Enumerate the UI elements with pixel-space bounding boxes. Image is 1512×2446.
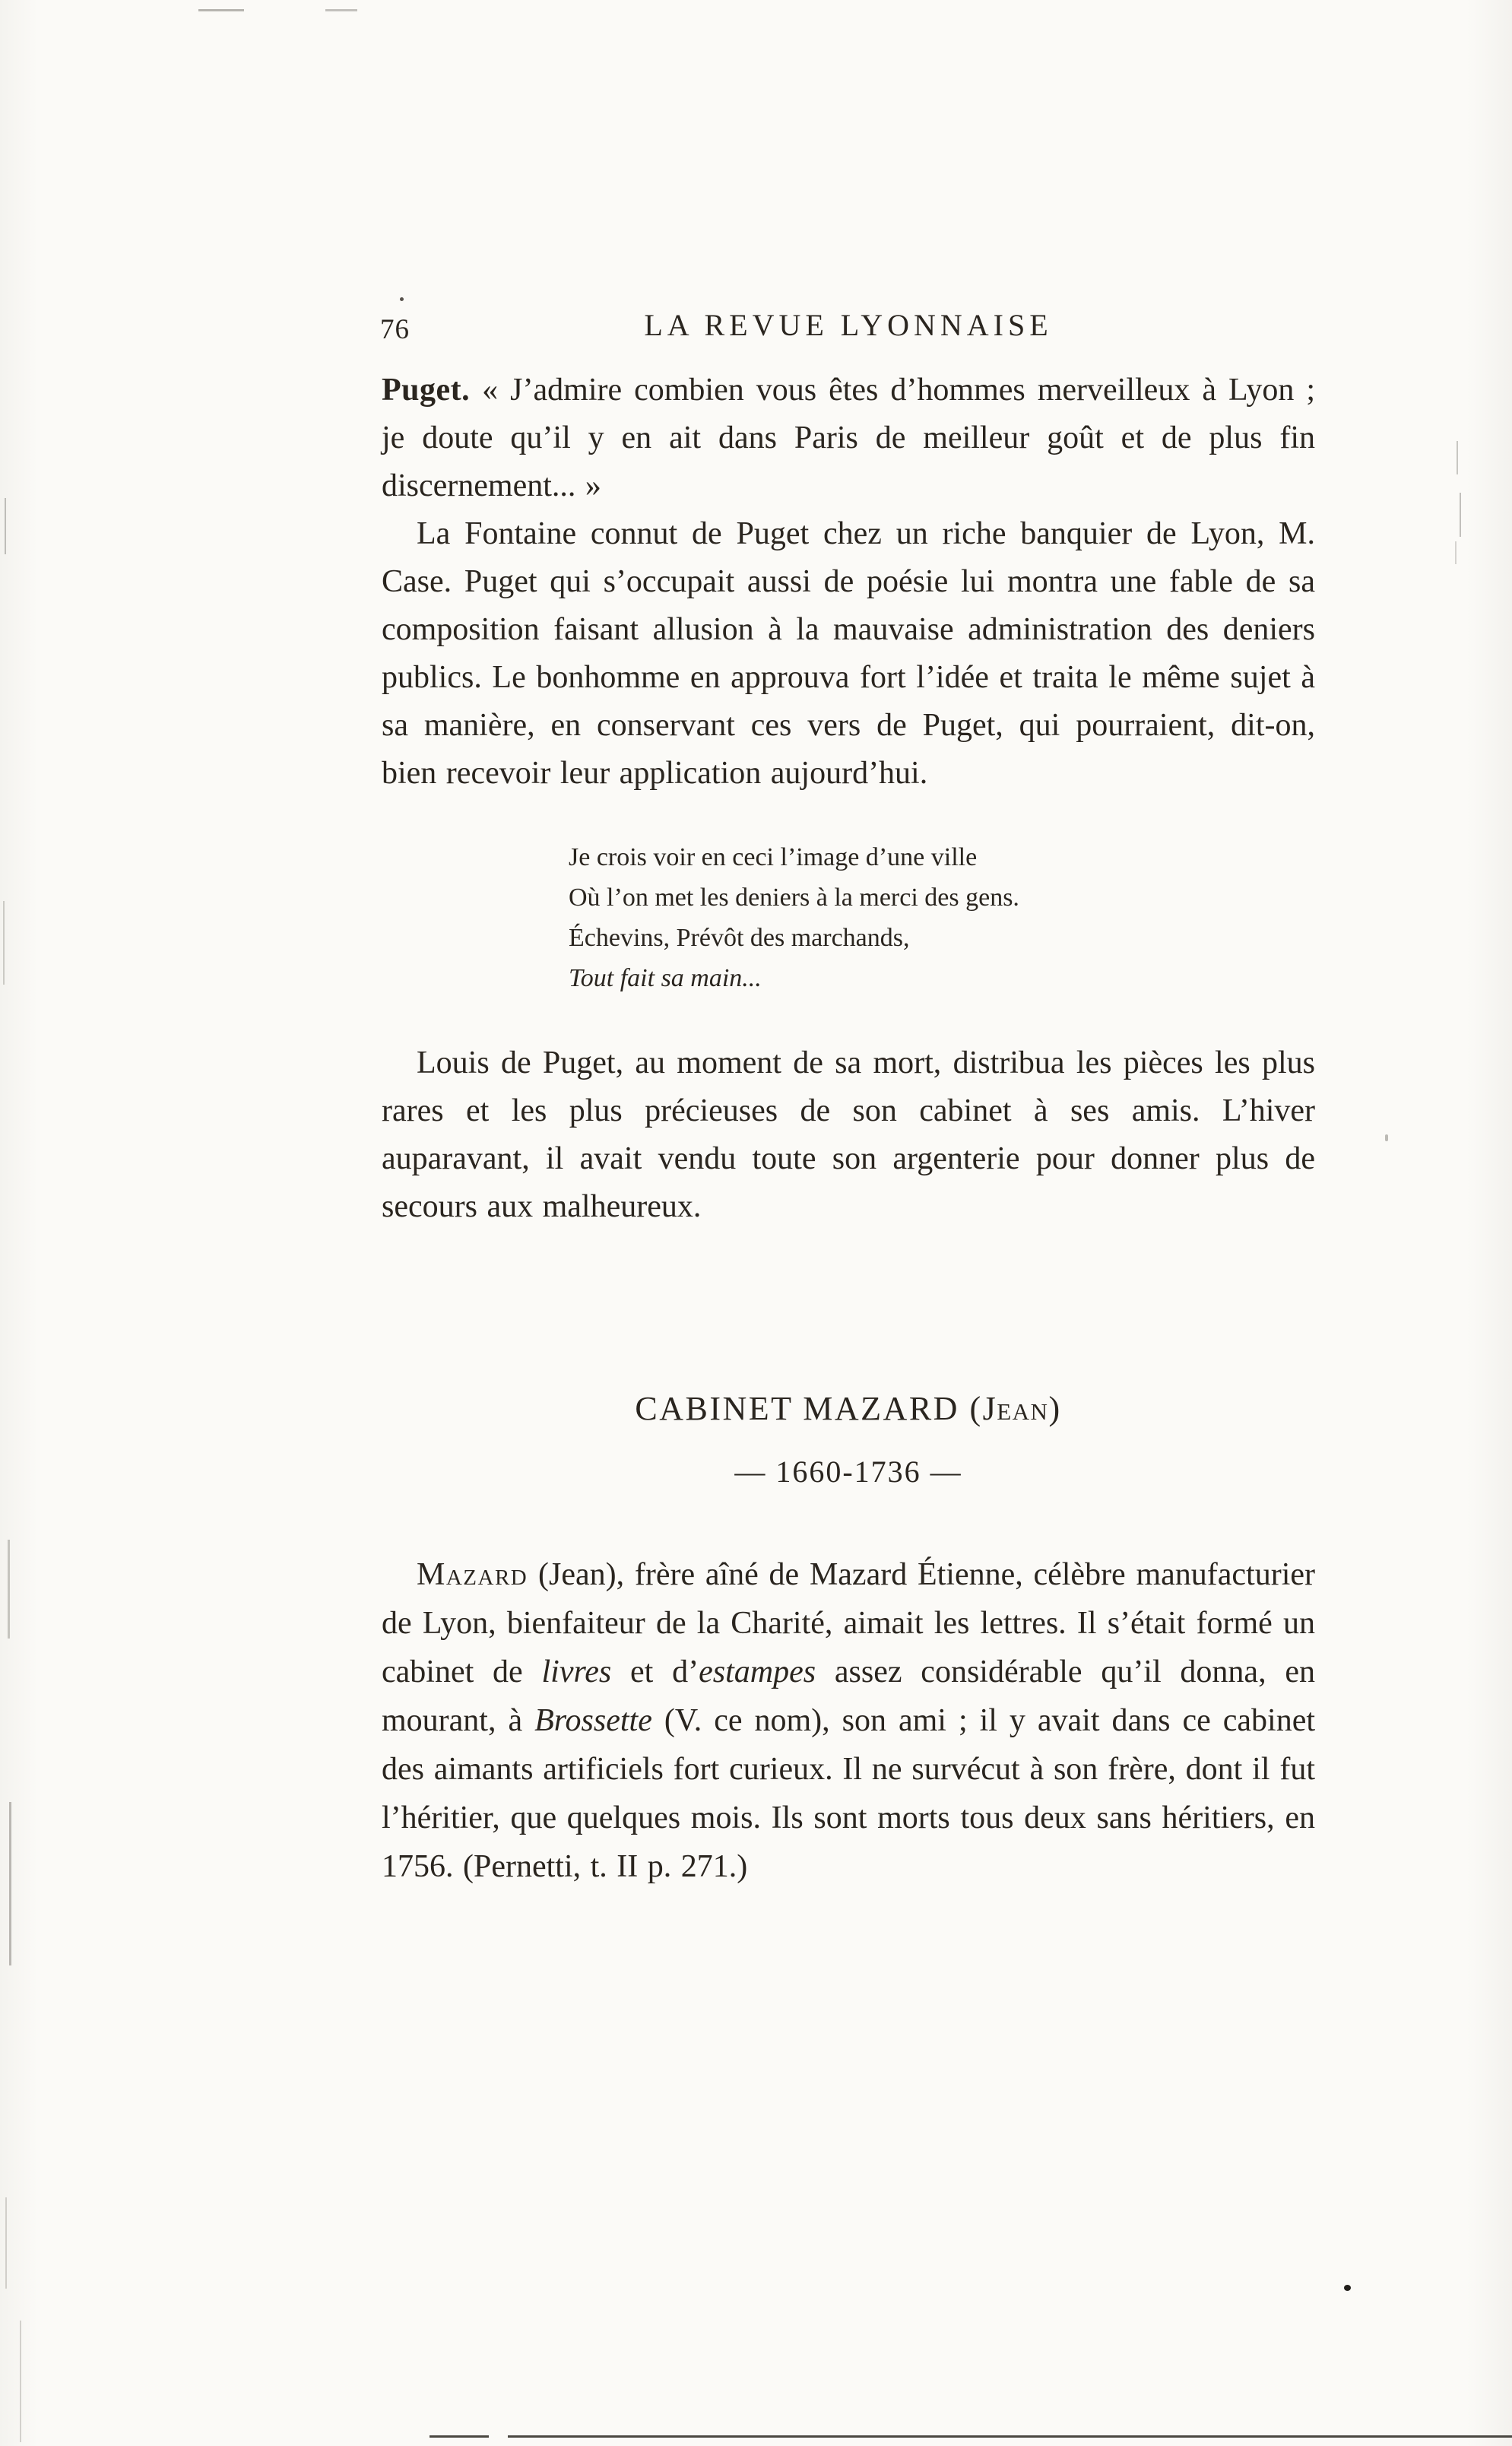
section-title-text: CABINET MAZARD [635, 1390, 959, 1427]
page-header [382, 307, 1315, 348]
scan-tick [1455, 541, 1457, 564]
scan-streak [20, 2321, 21, 2442]
section-title-first-name: Jean [982, 1390, 1049, 1427]
page-number: 76 [380, 314, 410, 345]
text-segment: assez considérable qu’il donna, en mourant, à [382, 1654, 1315, 1738]
running-header: LA REVUE LYONNAISE [644, 308, 1053, 342]
scan-streak [5, 498, 6, 554]
paragraph-mazard [382, 1550, 1315, 1891]
text-segment-italic: estampes [699, 1654, 816, 1689]
ink-dot [1344, 2285, 1351, 2291]
verse-line: Tout fait sa main... [569, 964, 762, 992]
text-segment: « J’admire combien vous êtes d’hommes merveilleux à Lyon ; je doute qu’il y en ait dans Paris de meilleur goût et de plus fin discernement... » [382, 373, 1315, 503]
entry-lead-mazard: Mazard [417, 1557, 528, 1592]
paragraph-la-fontaine: La Fontaine connut de Puget chez un riche banquier de Lyon, M. Case. Puget qui s’occupait aussi de poésie lui montra une fable de sa composition faisant allusion à la mauvaise administration des deniers publics. Le bonhomme en approuva fort l’idée et traita le même sujet à sa manière, en conservant ces vers de Puget, qui pourraient, dit-on, bien recevoir leur application aujourd’hui. [382, 516, 1315, 791]
text-segment-italic: livres [541, 1654, 612, 1689]
section-dates: — 1660-1736 — [734, 1455, 962, 1489]
paragraph-louis-de-puget: Louis de Puget, au moment de sa mort, distribua les pièces les plus rares et les plus précieuses de son cabinet à ses amis. L’hiver auparavant, il avait vendu toute son argenterie pour donner plus de secours aux malheureux. [382, 1045, 1315, 1224]
paragraph-puget-quote [382, 366, 1315, 510]
scan-speck [1385, 1134, 1388, 1141]
section-title-paren: ( [959, 1390, 983, 1427]
scan-streak [8, 1540, 10, 1639]
scan-streak [9, 1802, 11, 1965]
section-title [382, 1389, 1315, 1428]
page-bottom-edge [430, 2435, 489, 2438]
page-bottom-edge [508, 2435, 1512, 2438]
text-segment-italic: Brossette [534, 1703, 652, 1738]
scan-tick [1460, 493, 1461, 537]
ink-speck [400, 297, 404, 301]
scan-tick [1457, 441, 1458, 474]
verse-block [569, 837, 1315, 998]
section-title-paren: ) [1048, 1390, 1062, 1427]
entry-lead-puget: Puget. [382, 373, 471, 408]
scan-dash [198, 9, 244, 11]
verse-line: Échevins, Prévôt des marchands, [569, 924, 910, 952]
text-segment: (Jean), frère aîné de Mazard Étienne, célèbre manufacturier de Lyon, bienfaiteur de la Charité, aimait les lettres. Il s’était formé un cabinet de [382, 1557, 1315, 1689]
scan-streak [5, 2197, 7, 2289]
verse-line: Où l’on met les deniers à la merci des gens. [569, 884, 1019, 912]
scan-streak [3, 901, 5, 985]
verse-line: Je crois voir en ceci l’image d’une ville [569, 843, 978, 871]
scan-dash [325, 9, 357, 11]
text-column [382, 307, 1315, 1891]
text-segment: et d’ [611, 1654, 699, 1689]
text-segment: (V. ce nom), son ami ; il y avait dans ce cabinet des aimants artificiels fort curieux. Il ne survécut à son frère, dont il fut l’héritier, que quelques mois. Ils sont morts tous deux sans héritiers, en 1756. (Pernetti, t. II p. 271.) [382, 1703, 1316, 1884]
